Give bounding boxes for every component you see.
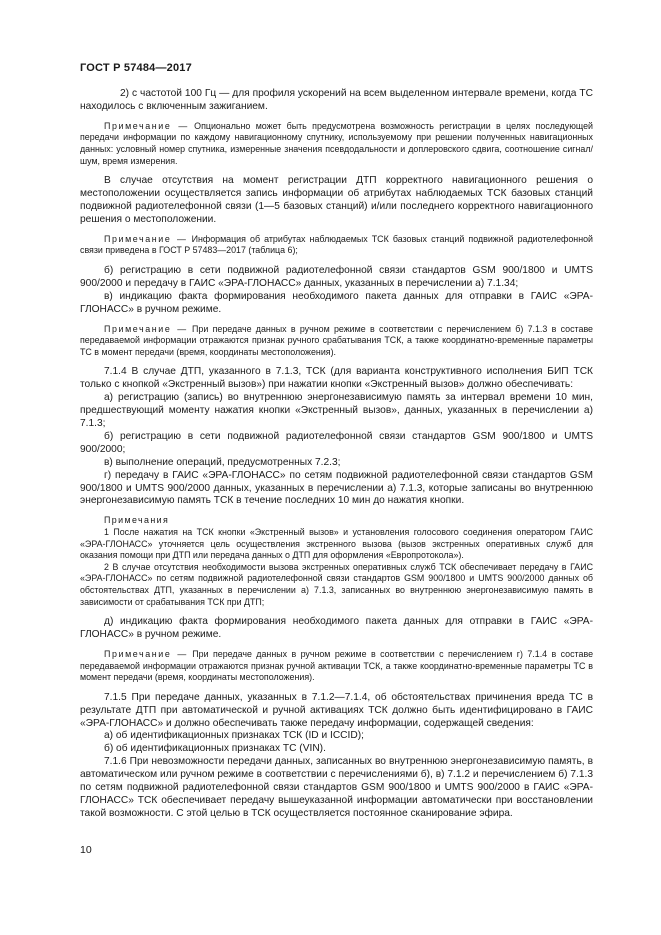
document-header: ГОСТ Р 57484—2017 bbox=[80, 62, 192, 74]
list-item: д) индикацию факта формирования необходимого пакета данных для отправки в ГАИС «ЭРА-ГЛОНАСС» в ручном режиме. bbox=[80, 616, 593, 641]
paragraph: В случае отсутствия на момент регистрации ДТП корректного навигационного решения о местоположении осуществляется запись информации об атрибутах наблюдаемых ТСК базовых станций подвижной радиотелефонной связи (1—5 базовых станций) и/или последнего корректного навигационного решения о местоположении. bbox=[80, 175, 593, 225]
note-label: Примечание — bbox=[104, 120, 189, 131]
notes-heading: Примечания bbox=[104, 515, 170, 526]
list-item: а) регистрацию (запись) во внутреннюю энергонезависимую память за интервал времени 10 мин, предшествующий моменту нажатия кнопки «Экстренный вызов», данных, указанных в перечислении а) 7.1.3; bbox=[80, 392, 593, 430]
clause-7-1-4: 7.1.4 В случае ДТП, указанного в 7.1.3, ТСК (для варианта конструктивного исполнения БИП ТСК только с кнопкой «Экстренный вызов») при нажатии кнопки «Экстренный вызов» должно обеспечивать: bbox=[80, 366, 593, 391]
clause-7-1-6: 7.1.6 При невозможности передачи данных, записанных во внутреннюю энергонезависимую память, в автоматическом или ручном режиме в соответствии с перечислениями б), в) 7.1.2 и перечислением б) 7.1.3 по сетям подвижной радиотелефонной связи стандартов GSM 900/1800 и UMTS 900/2000 в ГАИС «ЭРА-ГЛОНАСС» ТСК обеспечивает передачу вышеуказанной информации автоматически при восстановлении такой возможности. С этой целью в ТСК осуществляется постоянное сканирование эфира. bbox=[80, 756, 593, 819]
note-label: Примечание — bbox=[104, 233, 188, 244]
note bbox=[80, 324, 593, 359]
page-number: 10 bbox=[80, 844, 92, 856]
list-item: г) передачу в ГАИС «ЭРА-ГЛОНАСС» по сетям подвижной радиотелефонной связи стандартов GSM 900/1800 и UMTS 900/2000 данных, указанных в перечислении а) 7.1.3, которые записаны во внутреннюю энергонезависимую память ТСК в течение последних 10 мин до нажатия кнопки. bbox=[80, 469, 593, 507]
note-item: 1 После нажатия на ТСК кнопки «Экстренный вызов» и установления голосового соединения оператором ГАИС «ЭРА-ГЛОНАСС» уточняется цель осуществления экстренного вызова (вызов экстренных оперативных служб для оказания помощи при ДТП или передача данных о ДТП для оформления «Европротокола»). bbox=[80, 526, 593, 561]
paragraph: 2) с частотой 100 Гц — для профиля ускорений на всем выделенном интервале времени, когда ТС находилось с включенным зажиганием. bbox=[80, 88, 593, 112]
note-label: Примечание — bbox=[104, 648, 188, 659]
note bbox=[80, 121, 593, 167]
note-text: При передаче данных в ручном режиме в соответствии с перечислением г) 7.1.4 в составе передаваемой информации отражаются признак ручной активации ТСК, а также координатно-временные параметры ТС в момент передачи (время, координаты местоположения). bbox=[80, 648, 593, 683]
list-item: в) индикацию факта формирования необходимого пакета данных для отправки в ГАИС «ЭРА-ГЛОНАСС» в ручном режиме. bbox=[80, 290, 593, 315]
list-item: в) выполнение операций, предусмотренных 7.2.3; bbox=[104, 456, 341, 468]
note bbox=[80, 234, 593, 257]
note-text: Опционально может быть предусмотрена возможность регистрации в целях последующей передачи информации по каждому навигационному спутнику, используемому при решении полученных навигационных данных: условный номер спутника, измеренные значения псевдодальности и доплеровского сдвига, соотношение сигнал/шум, время измерения. bbox=[80, 120, 593, 166]
note bbox=[80, 649, 593, 684]
clause-7-1-5: 7.1.5 При передаче данных, указанных в 7.1.2—7.1.4, об обстоятельствах причинения вреда ТС в результате ДТП при автоматической и ручной активациях ТСК должно быть идентифицировано в ГАИС «ЭРА-ГЛОНАСС» и должно обеспечивать также передачу информации, содержащей сведения: bbox=[80, 691, 593, 729]
list-item: б) регистрацию в сети подвижной радиотелефонной связи стандартов GSM 900/1800 и UMTS 900/2000 и передачу в ГАИС «ЭРА-ГЛОНАСС» данных, указанных в перечислении а) 7.1.34; bbox=[80, 265, 593, 289]
note-item: 2 В случае отсутствия необходимости вызова экстренных оперативных служб ТСК обеспечивает передачу в ГАИС «ЭРА-ГЛОНАСС» по сетям подвижной радиотелефонной связи стандартов GSM 900/1800 и UMTS 900/2000 данных об обстоятельствах ДТП, указанных в перечислении а) 7.1.3, записанных во внутреннюю энергонезависимую память в зависимости от срабатывания ТСК при ДТП; bbox=[80, 561, 593, 607]
list-item: б) об идентификационных признаках ТС (VIN). bbox=[104, 743, 326, 755]
list-item: б) регистрацию в сети подвижной радиотелефонной связи стандартов GSM 900/1800 и UMTS 900/2000; bbox=[80, 430, 593, 455]
note-text: При передаче данных в ручном режиме в соответствии с перечислением б) 7.1.3 в составе передаваемой информации отражаются признак ручного срабатывания ТСК, а также координатно-временные параметры ТС в момент передачи (время, координаты местоположения). bbox=[80, 323, 593, 357]
list-item: а) об идентификационных признаках ТСК (ID и ICCID); bbox=[104, 730, 364, 742]
note-text: Информация об атрибутах наблюдаемых ТСК базовых станций подвижной радиотелефонной связи приведена в ГОСТ Р 57483—2017 (таблица 6); bbox=[80, 233, 593, 256]
note-label: Примечание — bbox=[104, 323, 188, 334]
